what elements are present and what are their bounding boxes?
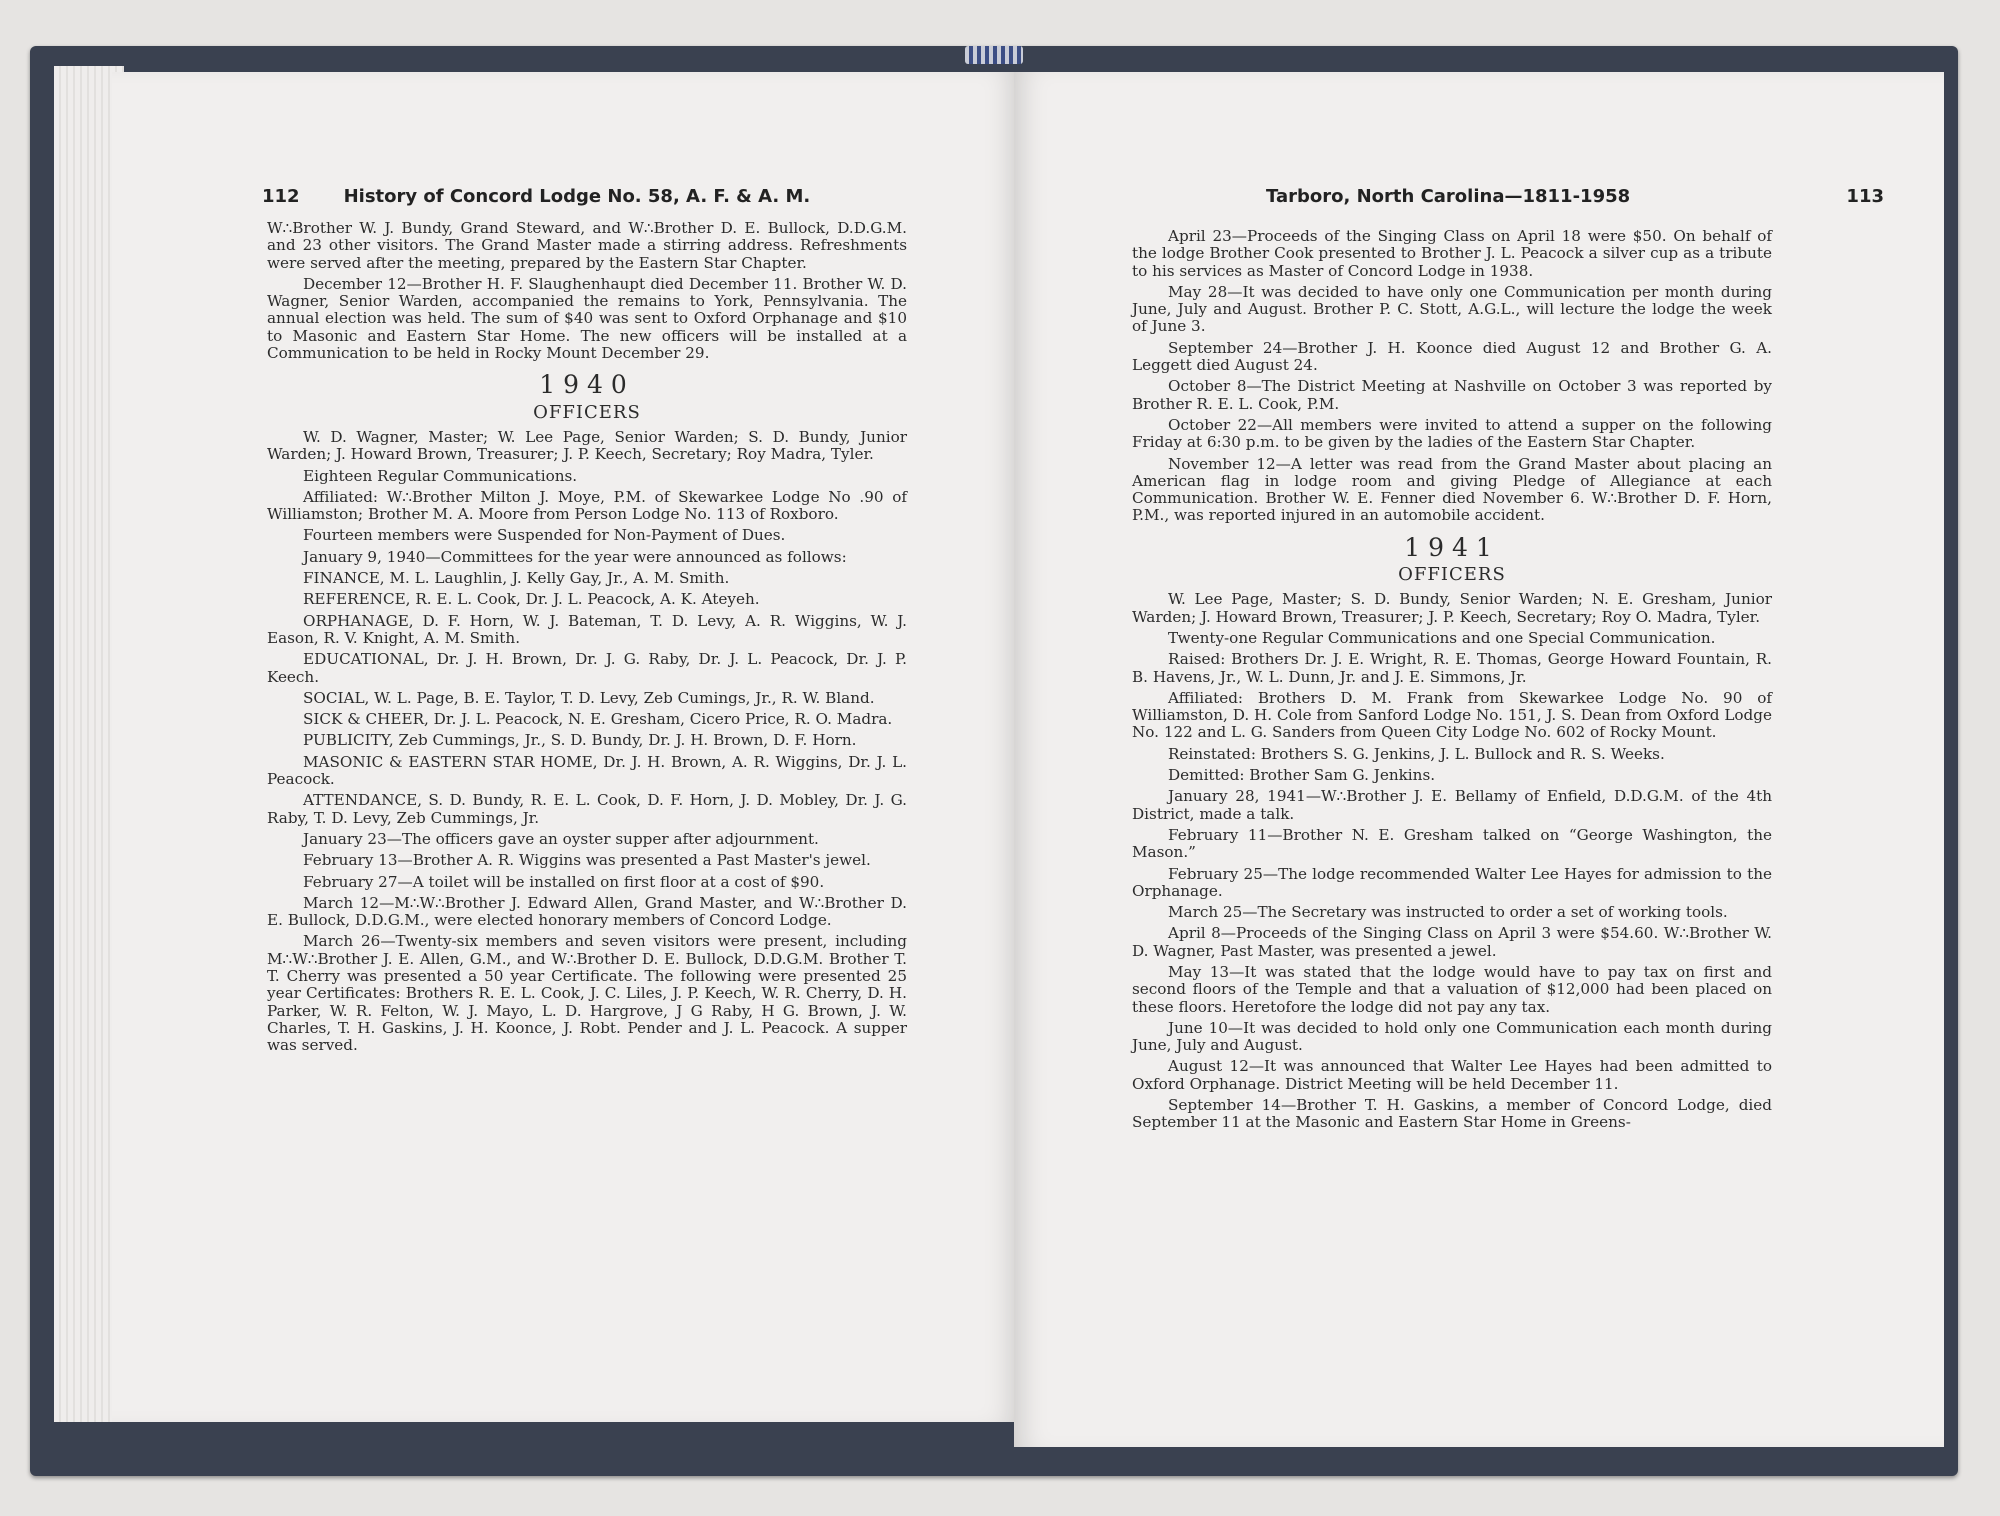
right-paragraph: October 8—The District Meeting at Nashville on October 3 was reported by Brother R. E. L. Cook, P.M. (1132, 377, 1772, 413)
left-paragraph: MASONIC & EASTERN STAR HOME, Dr. J. H. Brown, A. R. Wiggins, Dr. J. L. Peacock. (267, 752, 907, 789)
left-paragraph: February 13—Brother A. R. Wiggins was presented a Past Master's jewel. (303, 851, 871, 870)
left-paragraph: FINANCE, M. L. Laughlin, J. Kelly Gay, Jr., A. M. Smith. (303, 569, 730, 588)
right-paragraph: Affiliated: Brothers D. M. Frank from Skewarkee Lodge No. 90 of Williamston, D. H. Cole from Sanford Lodge No. 151, J. S. Dean from Oxford Lodge No. 122 and L. G. Sanders from Queen City Lodge No. 602 of Rocky Mount. (1132, 688, 1772, 742)
right-paragraph: November 12—A letter was read from the Grand Master about placing an American flag in lodge room and giving Pledge of Allegiance at each Communication. Brother W. E. Fenner died November 6. W∴Brother D. F. Horn, P.M., was reported injured in an automobile accident. (1132, 454, 1772, 525)
right-paragraph: October 22—All members were invited to attend a supper on the following Friday at 6:30 p.m. to be given by the ladies of the Eastern Star Chapter. (1132, 415, 1772, 452)
right-paragraph: Reinstated: Brothers S. G. Jenkins, J. L. Bullock and R. S. Weeks. (1168, 744, 1665, 763)
right-page (1014, 72, 1944, 1447)
right-paragraph: Twenty-one Regular Communications and one Special Communication. (1168, 628, 1716, 647)
left-paragraph: W∴Brother W. J. Bundy, Grand Steward, and W∴Brother D. E. Bullock, D.D.G.M. and 23 other visitors. The Grand Master made a stirring address. Refreshments were served after the meeting, prepared by the Eastern Star Chapter. (267, 219, 907, 272)
right-paragraph: April 8—Proceeds of the Singing Class on April 3 were $54.60. W∴Brother W. D. Wagner, Past Master, was presented a jewel. (1132, 924, 1772, 960)
left-paragraph: W. D. Wagner, Master; W. Lee Page, Senior Warden; S. D. Bundy, Junior Warden; J. Howard Brown, Treasurer; J. P. Keech, Secretary; Roy Madra, Tyler. (267, 427, 907, 464)
right-text-column (1132, 228, 1772, 1136)
right-paragraph: March 25—The Secretary was instructed to order a set of working tools. (1168, 903, 1728, 922)
right-paragraph: Demitted: Brother Sam G. Jenkins. (1168, 766, 1436, 785)
right-paragraph: January 28, 1941—W∴Brother J. E. Bellamy of Enfield, D.D.G.M. of the 4th District, made a talk. (1132, 787, 1772, 823)
right-page-number: 113 (1846, 186, 1884, 207)
left-paragraph: ORPHANAGE, D. F. Horn, W. J. Bateman, T. D. Levy, A. R. Wiggins, W. J. Eason, R. V. Knight, A. M. Smith. (267, 611, 907, 647)
officers-heading: OFFICERS (533, 401, 641, 423)
left-paragraph: REFERENCE, R. E. L. Cook, Dr. J. L. Peacock, A. K. Ateyeh. (303, 590, 760, 609)
right-paragraph: May 28—It was decided to have only one Communication per month during June, July and August. Brother P. C. Stott, A.G.L., will lecture the lodge the week of June 3. (1132, 282, 1772, 336)
left-paragraph: December 12—Brother H. F. Slaughenhaupt died December 11. Brother W. D. Wagner, Senior Warden, accompanied the remains to York, Pennsylvania. The annual election was held. The sum of $40 was sent to Oxford Orphanage and $10 to Masonic and Eastern Star Home. The new officers will be installed at a Communication to be held in Rocky Mount December 29. (267, 274, 907, 363)
right-paragraph: W. Lee Page, Master; S. D. Bundy, Senior Warden; N. E. Gresham, Junior Warden; J. Howard Brown, Treasurer; J. P. Keech, Secretary; Roy O. Madra, Tyler. (1132, 590, 1772, 626)
left-running-head (262, 186, 956, 207)
left-paragraph: PUBLICITY, Zeb Cummings, Jr., S. D. Bundy, Dr. J. H. Brown, D. F. Horn. (303, 731, 857, 750)
right-paragraph: April 23—Proceeds of the Singing Class on April 18 were $50. On behalf of the lodge Brother Cook presented to Brother J. L. Peacock a silver cup as a tribute to his services as Master of Concord Lodge in 1938. (1132, 227, 1772, 280)
left-paragraph: March 12—M∴W∴Brother J. Edward Allen, Grand Master, and W∴Brother D. E. Bullock, D.D.G.M., were elected honorary members of Concord Lodge. (267, 893, 907, 930)
officers-heading: OFFICERS (1398, 564, 1506, 586)
left-paragraph: January 23—The officers gave an oyster supper after adjournment. (303, 829, 819, 848)
left-paragraph: January 9, 1940—Committees for the year were announced as follows: (303, 547, 847, 566)
spine-bookmark-ribbon (965, 46, 1023, 64)
right-paragraph: September 14—Brother T. H. Gaskins, a member of Concord Lodge, died September 11 at the Masonic and Eastern Star Home in Greens- (1132, 1096, 1772, 1132)
right-paragraph: September 24—Brother J. H. Koonce died August 12 and Brother G. A. Leggett died August 24. (1132, 338, 1772, 375)
left-page-number: 112 (262, 186, 300, 207)
left-text-column (267, 220, 907, 1058)
right-paragraph: February 25—The lodge recommended Walter Lee Hayes for admission to the Orphanage. (1132, 864, 1772, 900)
right-paragraph: June 10—It was decided to hold only one Communication each month during June, July and August. (1132, 1018, 1772, 1055)
left-paragraph: Affiliated: W∴Brother Milton J. Moye, P.M. of Skewarkee Lodge No .90 of Williamston; Brother M. A. Moore from Person Lodge No. 113 of Roxboro. (267, 487, 907, 524)
right-running-head (1266, 186, 1884, 207)
year-heading-1940: 1940 (539, 370, 635, 400)
right-paragraph: February 11—Brother N. E. Gresham talked on “George Washington, the Mason.” (1132, 825, 1772, 862)
right-paragraph: May 13—It was stated that the lodge would have to pay tax on first and second floors of the Temple and that a valuation of $12,000 had been placed on these floors. Heretofore the lodge did not pay any tax. (1132, 962, 1772, 1016)
left-page (112, 72, 1018, 1422)
right-paragraph: August 12—It was announced that Walter Lee Hayes had been admitted to Oxford Orphanage. District Meeting will be held December 11. (1132, 1057, 1772, 1093)
left-paragraph: Eighteen Regular Communications. (303, 466, 578, 485)
left-paragraph: SOCIAL, W. L. Page, B. E. Taylor, T. D. Levy, Zeb Cumings, Jr., R. W. Bland. (303, 688, 875, 707)
left-paragraph: March 26—Twenty-six members and seven visitors were present, including M∴W∴Brother J. E. Allen, G.M., and W∴Brother D. E. Bullock, D.D.G.M. Brother T. T. Cherry was presented a 50 year Certificate. The following were presented 25 year Certificates: Brothers R. E. L. Cook, J. C. Liles, J. P. Keech, W. R. Cherry, D. H. Parker, W. R. Felton, W. J. Mayo, L. D. Hargrove, J G Raby, H G. Brown, J. W. Charles, T. H. Gaskins, J. H. Koonce, J. Robt. Pender and J. L. Peacock. A supper was served. (267, 932, 907, 1055)
left-paragraph: ATTENDANCE, S. D. Bundy, R. E. L. Cook, D. F. Horn, J. D. Mobley, Dr. J. G. Raby, T. D. Levy, Zeb Cummings, Jr. (267, 791, 907, 827)
right-running-title: Tarboro, North Carolina—1811-1958 (1266, 186, 1631, 207)
left-paragraph: February 27—A toilet will be installed on first floor at a cost of $90. (303, 872, 825, 891)
left-paragraph: SICK & CHEER, Dr. J. L. Peacock, N. E. Gresham, Cicero Price, R. O. Madra. (303, 710, 893, 729)
year-heading-1941: 1941 (1404, 532, 1500, 562)
left-paragraph: Fourteen members were Suspended for Non-Payment of Dues. (303, 526, 786, 545)
left-running-title: History of Concord Lodge No. 58, A. F. & A. M. (343, 186, 811, 207)
left-paragraph: EDUCATIONAL, Dr. J. H. Brown, Dr. J. G. Raby, Dr. J. L. Peacock, Dr. J. P. Keech. (267, 650, 907, 686)
right-paragraph: Raised: Brothers Dr. J. E. Wright, R. E. Thomas, George Howard Fountain, R. B. Havens, Jr., W. L. Dunn, Jr. and J. E. Simmons, Jr. (1132, 650, 1772, 686)
